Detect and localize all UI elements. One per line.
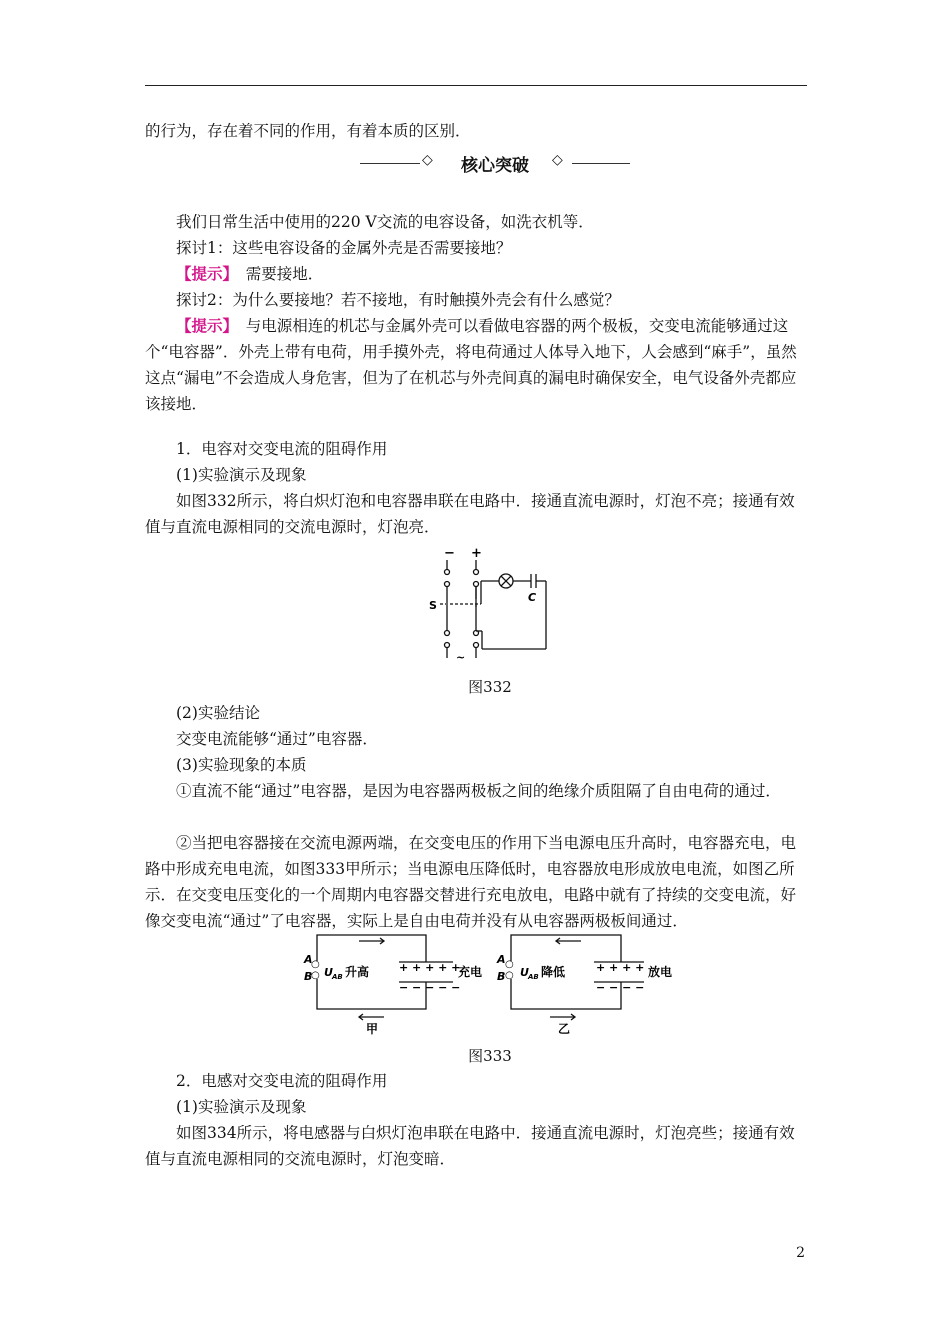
voltage-symbol: U: [324, 966, 333, 979]
circuit-state-label: 充电: [458, 965, 483, 979]
numbered-heading: 2．电感对交变电流的阻碍作用: [176, 1072, 388, 1090]
page-number: 2: [796, 1245, 805, 1261]
plate-charges-bottom: − − − −: [596, 981, 645, 994]
paragraph: 我们日常生活中使用的220 V交流的电容设备，如洗衣机等．: [176, 213, 594, 231]
terminal-mark: ○: [505, 959, 514, 970]
hint-label: 【提示】: [176, 317, 231, 335]
hint-paragraph: [145, 261, 807, 287]
hint-text: 与电源相连的机芯与金属外壳可以看做电容器的两个极板，交变电流能够通过这个“电容器”．外壳上带有电荷，用手摸外壳，将电荷通过人体导入地下，人会感到“麻手”，虽然这点“漏电”不会造成人身危害，但为了在机芯与外壳间真的漏电时确保安全，电气设备外壳都应该接地．: [145, 317, 797, 413]
minus-terminal-label: −: [444, 546, 455, 561]
paragraph: 如图334所示，将电感器与白炽灯泡串联在电路中．接通直流电源时，灯泡亮些；接通有效值与直流电源相同的交流电源时，灯泡变暗．: [145, 1124, 795, 1168]
figure-332-circuit: [425, 543, 555, 665]
plus-terminal-label: +: [471, 546, 482, 561]
sub-heading: (1)实验演示及现象: [176, 1098, 307, 1116]
figure-caption: 图332: [468, 678, 512, 696]
paragraph: 如图332所示，将白炽灯泡和电容器串联在电路中．接通直流电源时，灯泡不亮；接通有效值与直流电源相同的交流电源时，灯泡亮．: [145, 492, 795, 536]
figure-caption: 图333: [468, 1047, 512, 1065]
circuit-state-label: 放电: [648, 965, 673, 979]
switch-label: S: [429, 599, 437, 612]
plate-charges-top: + + + +: [596, 961, 645, 974]
terminal-mark: ○: [311, 970, 320, 981]
diamond-icon: ◇: [552, 152, 563, 168]
paragraph: 的行为，存在着不同的作用，有着本质的区别．: [145, 122, 471, 140]
header-rule: [145, 85, 807, 86]
node-b-label: B: [304, 970, 313, 983]
voltage-state: 升高: [345, 965, 370, 979]
circuit-label: 甲: [366, 1022, 379, 1036]
paragraph: 探讨1：这些电容设备的金属外壳是否需要接地？: [176, 239, 512, 257]
paragraph: ①直流不能“通过”电容器，是因为电容器两极板之间的绝缘介质阻隔了自由电荷的通过．: [176, 782, 781, 800]
terminal-mark: ○: [311, 959, 320, 970]
voltage-subscript: AB: [528, 973, 539, 981]
paragraph: 交变电流能够“通过”电容器．: [176, 730, 378, 748]
node-a-label: A: [497, 953, 506, 966]
section-title: 核心突破: [461, 156, 529, 176]
numbered-heading: 1．电容对交变电流的阻碍作用: [176, 440, 388, 458]
plate-charges-top: + + + + +: [399, 961, 461, 974]
node-a-label: A: [304, 953, 313, 966]
sub-heading: (2)实验结论: [176, 704, 260, 722]
sub-heading: (1)实验演示及现象: [176, 466, 307, 484]
paragraph: 探讨2：为什么要接地？若不接地，有时触摸外壳会有什么感觉？: [176, 291, 620, 309]
diamond-icon: ◇: [422, 152, 433, 168]
hint-paragraph: [145, 313, 807, 417]
paragraph: ②当把电容器接在交流电源两端，在交变电压的作用下当电源电压升高时，电容器充电，电路中形成充电电流，如图333甲所示；当电源电压降低时，电容器放电形成放电电流，如图乙所示．在交变电压变化的一个周期内电容器交替进行充电放电，电路中就有了持续的交变电流，好像交变电流“通过”了电容器，实际上是自由电荷并没有从电容器两极板间通过．: [145, 834, 797, 930]
heading-line-left: [360, 163, 420, 164]
heading-line-right: [572, 163, 630, 164]
hint-label: 【提示】: [176, 265, 231, 283]
node-b-label: B: [497, 970, 506, 983]
plate-charges-bottom: − − − − −: [399, 981, 461, 994]
voltage-state: 降低: [541, 965, 566, 979]
capacitor-label: C: [528, 591, 537, 604]
hint-text: 需要接地．: [230, 265, 324, 283]
section-heading: [360, 148, 630, 178]
terminal-mark: ○: [505, 970, 514, 981]
voltage-subscript: AB: [332, 973, 343, 981]
circuit-label: 乙: [558, 1022, 571, 1036]
sub-heading: (3)实验现象的本质: [176, 756, 307, 774]
ac-source-label: ~: [456, 651, 466, 664]
figure-333-circuits: [298, 925, 686, 1040]
voltage-symbol: U: [520, 966, 529, 979]
